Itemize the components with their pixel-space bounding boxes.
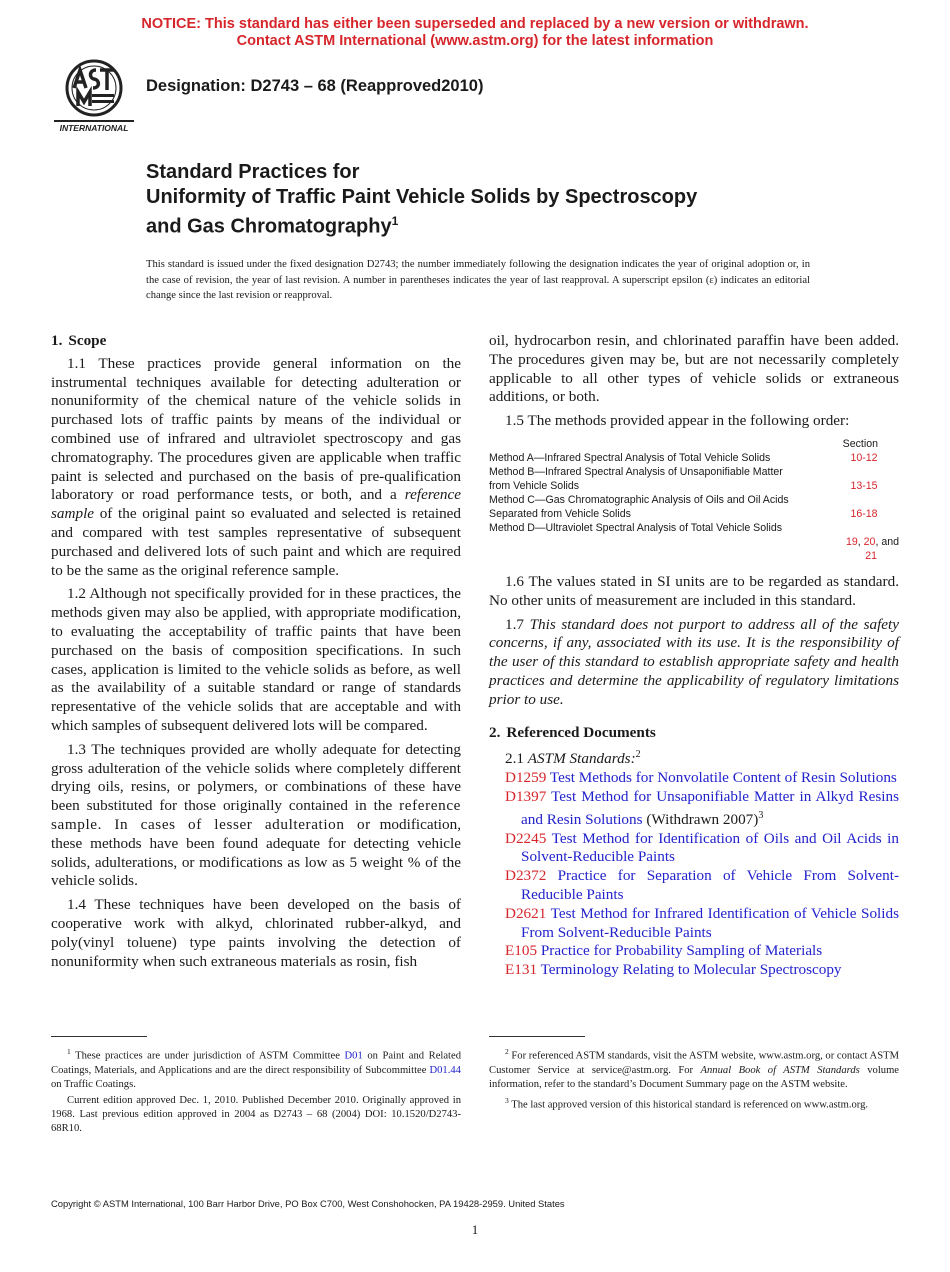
reference-item [505,830,899,868]
copyright: Copyright © ASTM International, 100 Barr Harbor Drive, PO Box C700, West Conshohocken, PA 19428-2959. United States [51,1198,565,1209]
subcommittee-d01-44-link[interactable]: D01.44 [429,1064,461,1076]
paragraph-1-3: 1.3 The techniques provided are wholly adequate for detecting gross adulteration of the vehicle solids where completely different drying oils, resins, or polymers, or combinations of these have been substituted for those originally contained in the reference sample. In cases of lesser adulteration or modification, these methods have been found adequate for detecting vehicle solids, adulterations, or modifications as low as 5 weight % of the vehicle solids. [51,740,462,890]
methods-row [489,451,899,465]
title-footnote-ref[interactable]: 1 [391,214,399,228]
footnote-2: $^2$ For referenced ASTM standards, visit the ASTM website, www.astm.org, or contact ASTM Customer Service at service@astm.org. For Annual Book of ASTM Standards volume information, refer to the standard’s Document Summary page on the ASTM website. [489,1047,900,1090]
notice-line-2: Contact ASTM International (www.astm.org) for the latest information [236,33,714,49]
notice-banner [0,16,950,50]
footnote-rule-right [489,1036,585,1037]
paragraph-1-7: 1.7 This standard does not purport to address all of the safety concerns, if any, associated with its use. It is the responsibility of the user of this standard to establish appropriate safety and health practices and determine the applicability of regulatory limitations prior to use. [489,615,900,708]
reference-item [505,942,899,961]
notice-line-1: NOTICE: This standard has either been superseded and replaced by a new version or withdrawn. [141,16,809,32]
paragraph-1-5: 1.5 The methods provided appear in the following order: [505,412,850,430]
method-label: from Vehicle Solids [489,479,580,492]
method-label: Separated from Vehicle Solids [489,507,631,520]
referenced-standards-list [489,769,899,980]
methods-section-header: Section [842,437,878,450]
method-section-link[interactable] [829,521,899,535]
reference-title-link[interactable]: Test Method for Unsaponifiable Matter in Alkyd Resins and Resin Solutions [521,788,899,828]
method-label: Method D—Ultraviolet Spectral Analysis of Total Vehicle Solids [489,521,783,534]
method-section-link[interactable]: 10-12 [850,451,878,464]
method-section-link[interactable]: 16-18 [850,507,878,520]
methods-row [489,493,899,507]
logo-text: INTERNATIONAL [59,123,129,133]
reference-code-link[interactable]: D2621 [505,904,547,922]
paragraph-1-6: 1.6 The values stated in SI units are to be regarded as standard. No other units of measurement are included in this standard. [489,572,899,609]
methods-row [489,507,899,521]
reference-code-link[interactable]: D2372 [505,867,547,885]
footnote-rule-left [51,1036,147,1037]
method-section-link[interactable] [829,493,899,507]
method-section-link[interactable]: 13-15 [850,479,878,492]
committee-d01-link[interactable]: D01 [344,1050,363,1062]
paragraph-1-4-continued: oil, hydrocarbon resin, and chlorinated paraffin have been added. The procedures given may be, but are not necessarily completely applicable to all other types of vehicle solids or extraneous additions, or both. [489,332,899,406]
reference-code-link[interactable]: D1259 [505,769,547,787]
paragraph-2-1: 2.1 ASTM Standards:$^2$ [505,749,641,768]
reference-footnote-ref[interactable]: 3 [758,809,764,821]
right-column [489,332,899,980]
reference-code-link[interactable]: D2245 [505,829,547,847]
footnote-1: $^1$ These practices are under jurisdiction of ASTM Committee D01 on Paint and Related Coatings, Materials, and Applications and are the direct responsibility of Subcommittee D01.44 on Traffic Coatings. [51,1047,461,1090]
page-number: 1 [471,1222,479,1237]
document-title [146,160,866,239]
reference-item [505,905,899,943]
footnotes-left [51,1045,461,1138]
issuance-statement: This standard is issued under the fixed designation D2743; the number immediately following the designation indicates the year of original adoption or, in the case of revision, the year of last revision. A number in parentheses indicates the year of last reapproval. A superscript epsilon (ε) indicates an editorial change since the last revision or reapproval. [146,259,810,301]
title-line-1: Standard Practices for [146,161,360,183]
reference-item [505,769,899,788]
reference-title-link[interactable]: Test Method for Identification of Oils and Oil Acids in Solvent-Reducible Paints [521,829,899,866]
footnote-3: $^3$ The last approved version of this historical standard is referenced on www.astm.org. [505,1095,869,1111]
astm-logo-icon [52,58,136,134]
methods-row [489,479,899,493]
methods-row [489,465,899,479]
section-heading-scope: 1. Scope [51,332,107,349]
reference-item [505,788,899,830]
left-column [51,332,461,976]
methods-last-sections: 19, 20, and 21 [845,535,899,562]
reference-code-link[interactable]: E105 [505,942,538,960]
reference-title-link[interactable]: Test Methods for Nonvolatile Content of Resin Solutions [549,769,897,787]
reference-title-link[interactable]: Practice for Separation of Vehicle From Solvent-Reducible Paints [521,867,900,904]
reference-title-link[interactable]: Test Method for Infrared Identification of Vehicle Solids From Solvent-Reducible Paints [521,904,899,941]
title-line-3: and Gas Chromatography [146,215,392,238]
reference-code-link[interactable]: E131 [505,961,538,979]
method-label: Method B—Infrared Spectral Analysis of Unsaponifiable Matter [489,465,783,478]
paragraph-1-2: 1.2 Although not specifically provided for in these practices, the methods given may also be applied, with appropriate modification, to evaluating the acceptability of traffic paints that have been purchased on the basis of composition specifications. In such cases, application is limited to the vehicle solids as before, as well as the availability of a suitable standard or range of standards representative of the vehicle solids that are acceptable and with which samples of subsequent delivered lots will be compared. [51,585,461,734]
reference-item [505,867,899,905]
section-heading-referenced-documents: 2. Referenced Documents [489,723,656,741]
method-label: Method A—Infrared Spectral Analysis of Total Vehicle Solids [489,451,771,464]
paragraph-1-4: 1.4 These techniques have been developed on the basis of cooperative work with alkyd, chlorinated rubber-alkyd, and poly(vinyl toluene) type paints involving the detection of nonuniformity when such extraneous materials as rosin, fish [51,896,461,970]
reference-code-link[interactable]: D1397 [505,788,547,806]
reference-title-link[interactable]: Terminology Relating to Molecular Spectroscopy [540,961,842,979]
footnotes-right [489,1045,899,1114]
methods-table [489,437,899,563]
footnote-1-edition: Current edition approved Dec. 1, 2010. Published December 2010. Originally approved in 1968. Last previous edition approved in 2004 as D2743 – 68 (2004) DOI: 10.1520/D2743-68R10. [51,1094,461,1134]
reference-item [505,961,899,980]
reference-title-link[interactable]: Practice for Probability Sampling of Materials [540,942,823,960]
method-label: Method C—Gas Chromatographic Analysis of Oils and Oil Acids [489,493,789,506]
designation: Designation: D2743 – 68 (Reapproved2010) [146,77,484,95]
paragraph-1-1: 1.1 These practices provide general information on the instrumental techniques available for detecting adulteration or nonuniformity of the chemical nature of the vehicle solids in purchased lots of traffic paints by means of the individual or combined use of infrared and ultraviolet spectroscopy and gas chromatography. The procedures given are applicable when traffic paint is selected and purchased on the basis of pre-qualification laboratory or road performance tests, or both, and a reference sample of the original paint so evaluated and selected is retained and compared with test samples representative of subsequent purchased and delivered lots of such paint and which are required to be the same as the original reference sample. [51,354,462,579]
method-section-link[interactable] [829,465,899,479]
reference-note: (Withdrawn 2007) [642,810,759,828]
methods-row [489,521,899,535]
title-line-2: Uniformity of Traffic Paint Vehicle Solids by Spectroscopy [146,185,698,208]
